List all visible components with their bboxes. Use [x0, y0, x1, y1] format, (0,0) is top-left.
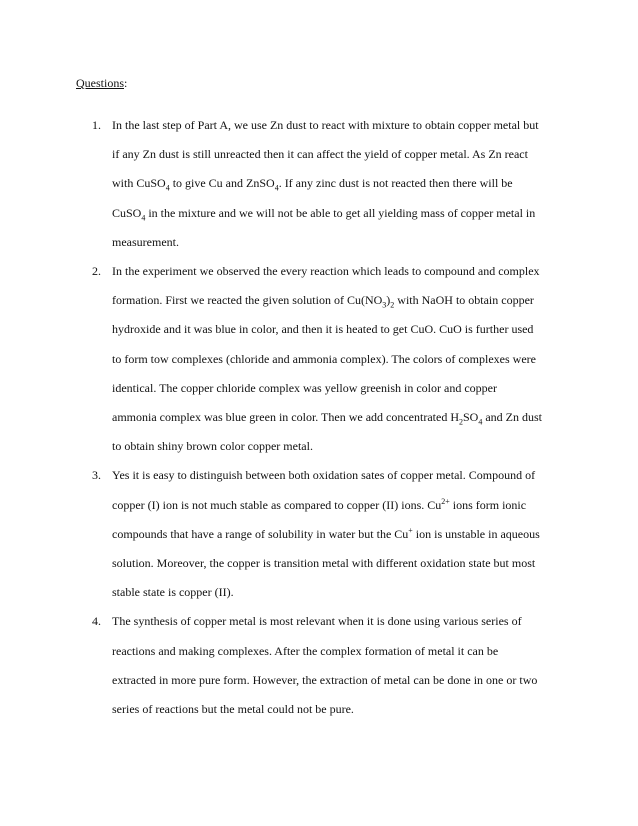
- line-text: if any Zn dust is still unreacted then it can affect the yield of copper metal. As Zn react: [112, 147, 528, 162]
- line-text: formation. First we reacted the given solution of Cu(NO: [112, 293, 383, 308]
- line-text: Yes it is easy to distinguish between both oxidation sates of copper metal. Compound of: [112, 468, 536, 483]
- line-text: extracted in more pure form. However, the extraction of metal can be done in one or two: [112, 672, 538, 687]
- line-text: ): [386, 293, 391, 308]
- line-text: in the mixture and we will not be able to get all yielding mass of copper metal in: [145, 205, 536, 220]
- question-line: [112, 468, 535, 482]
- question-number: 4.: [92, 614, 101, 629]
- line-text: to form tow complexes (chloride and ammonia complex). The colors of complexes were: [112, 351, 536, 366]
- subscript-text: 3: [382, 300, 387, 310]
- heading-colon: :: [124, 76, 128, 90]
- line-text: CuSO: [112, 205, 142, 220]
- question-number: 2.: [92, 264, 101, 278]
- line-text: solution. Moreover, the copper is transition metal with different oxidation state but most: [112, 555, 536, 570]
- question-number: 1.: [92, 118, 101, 132]
- question-line: [112, 527, 540, 541]
- question-line: [112, 410, 543, 427]
- question-line: [112, 673, 537, 687]
- line-text: SO: [463, 410, 479, 424]
- line-text: with NaOH to obtain copper: [394, 293, 534, 308]
- line-text: hydroxide and it was blue in color, and then it is heated to get CuO. CuO is further used: [112, 322, 534, 337]
- question-line: [112, 585, 234, 599]
- question-line: [112, 556, 535, 570]
- question-line: [112, 381, 497, 395]
- line-text: stable state is copper (II).: [112, 585, 234, 600]
- line-text: to give Cu and ZnSO: [169, 176, 275, 191]
- line-text: In the last step of Part A, we use Zn dust to react with mixture to obtain copper metal but: [112, 118, 539, 132]
- line-text: and Zn dust: [482, 410, 543, 424]
- subscript-text: 2: [390, 300, 395, 310]
- question-line: [112, 264, 540, 278]
- question-line: [112, 614, 522, 628]
- line-text: to obtain shiny brown color copper metal.: [112, 439, 313, 454]
- line-text: identical. The copper chloride complex was yellow greenish in color and copper: [112, 380, 497, 395]
- subscript-text: 4: [141, 212, 146, 222]
- question-line: [112, 206, 535, 220]
- section-heading: [76, 76, 127, 90]
- line-text: copper (I) ion is not much stable as compared to copper (II) ions. Cu: [112, 497, 442, 512]
- question-number: 3.: [92, 468, 101, 483]
- superscript-text: +: [408, 525, 413, 535]
- line-text: with CuSO: [112, 176, 166, 191]
- subscript-text: 4: [478, 417, 483, 427]
- line-text: compounds that have a range of solubility in water but the Cu: [112, 526, 409, 541]
- question-line: [112, 176, 513, 193]
- subscript-text: 2: [459, 417, 463, 427]
- line-text: reactions and making complexes. After the complex formation of metal it can be: [112, 643, 499, 658]
- question-line: [112, 322, 533, 336]
- line-text: ions form ionic: [449, 497, 527, 512]
- question-line: [112, 644, 498, 658]
- question-line: [112, 498, 526, 512]
- line-text: measurement.: [112, 234, 179, 249]
- question-line: [112, 118, 539, 132]
- line-text: . If any zinc dust is not reacted then there will be: [278, 176, 513, 191]
- subscript-text: 4: [274, 183, 279, 193]
- line-text: ion is unstable in aqueous: [412, 526, 540, 541]
- superscript-text: 2+: [441, 496, 450, 506]
- question-line: [112, 235, 179, 249]
- question-line: [112, 352, 536, 366]
- question-line: [112, 293, 534, 310]
- question-line: [112, 147, 528, 161]
- question-line: [112, 439, 313, 453]
- question-line: [112, 702, 354, 716]
- line-text: series of reactions but the metal could not be pure.: [112, 701, 354, 716]
- line-text: ammonia complex was blue green in color. Then we add concentrated H: [112, 410, 459, 424]
- line-text: In the experiment we observed the every reaction which leads to compound and complex: [112, 264, 540, 278]
- line-text: The synthesis of copper metal is most relevant when it is done using various series of: [112, 614, 522, 629]
- subscript-text: 4: [165, 183, 170, 193]
- heading-label: Questions: [76, 76, 124, 90]
